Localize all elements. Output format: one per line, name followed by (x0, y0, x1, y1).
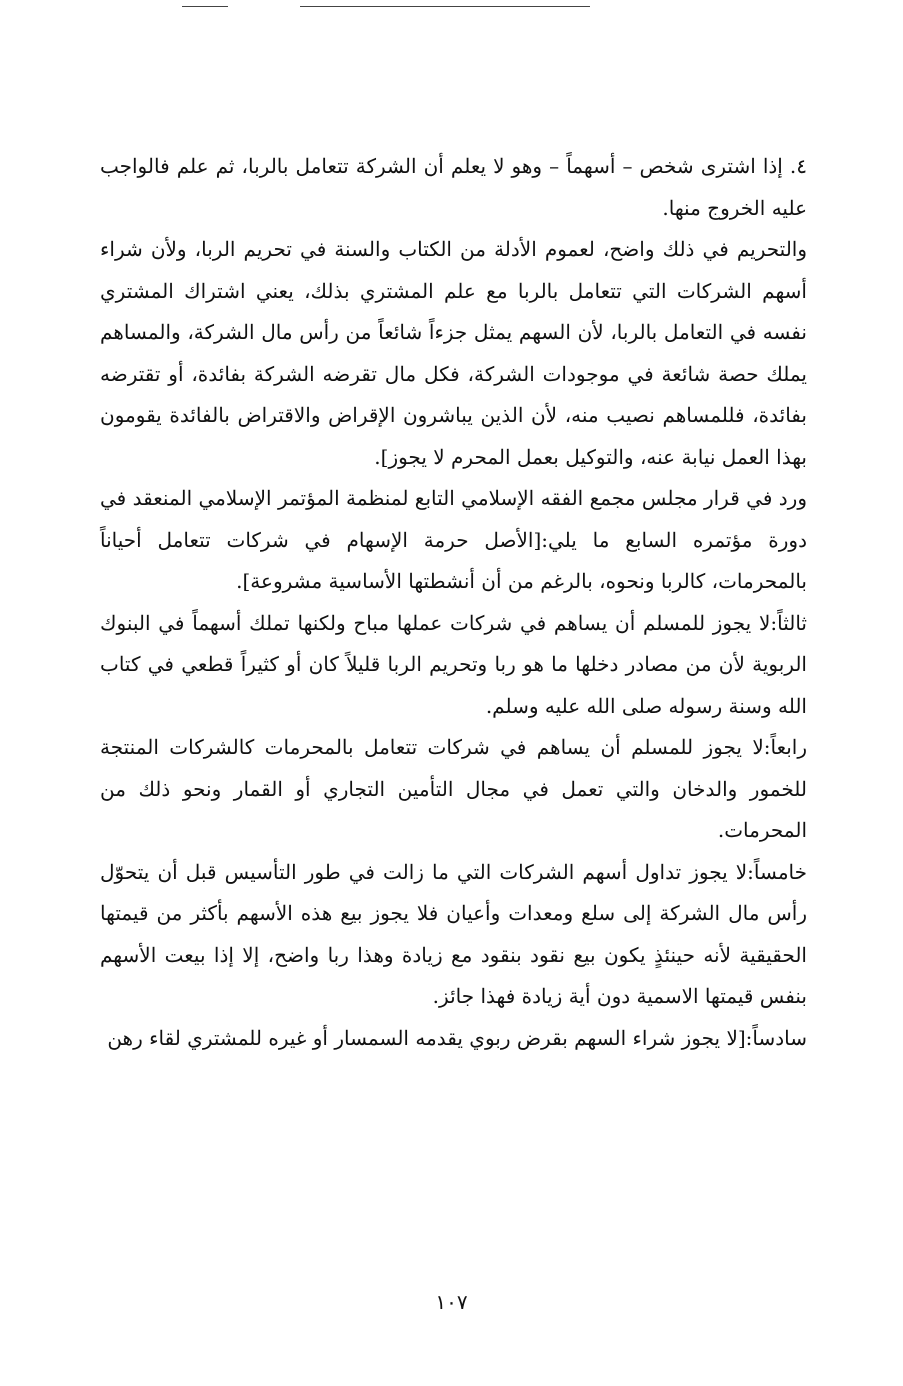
paragraph-third: ثالثاً:لا يجوز للمسلم أن يساهم في شركات عملها مباح ولكنها تملك أسهماً في البنوك الربوية لأن من مصادر دخلها ما هو ربا وتحريم الربا قليلاً كان أو كثيراً قطعي في كتاب الله وسنة رسوله صلى الله عليه وسلم. (100, 610, 807, 718)
paragraph-fifth: خامساً:لا يجوز تداول أسهم الشركات التي ما زالت في طور التأسيس قبل أن يتحوّل رأس مال الشركة إلى سلع ومعدات وأعيان فلا يجوز بيع هذه الأسهم بأكثر من قيمتها الحقيقية لأنه حينئذٍ يكون بيع نقود بنقود مع زيادة وهذا ربا واضح، إلا إذا بيعت الأسهم بنفس قيمتها الاسمية دون أية زيادة فهذا جائز. (100, 859, 807, 1008)
paragraph-sixth: سادساً:[لا يجوز شراء السهم بقرض ربوي يقدمه السمسار أو غيره للمشتري لقاء رهن (107, 1025, 807, 1050)
page-body (100, 146, 807, 1059)
header-rule-long (300, 6, 590, 7)
page-number: ١٠٧ (435, 1290, 468, 1314)
paragraph-prohibition-reason: والتحريم في ذلك واضح، لعموم الأدلة من الكتاب والسنة في تحريم الربا، ولأن شراء أسهم الشركات التي تتعامل بالربا مع علم المشتري بذلك، يعني اشتراك المشتري نفسه في التعامل بالربا، لأن السهم يمثل جزءاً شائعاً من رأس مال الشركة، والمساهم يملك حصة شائعة في موجودات الشركة، فكل مال تقرضه الشركة بفائدة، أو تقترضه بفائدة، فللمساهم نصيب منه، لأن الذين يباشرون الإقراض والاقتراض بالفائدة يقومون بهذا العمل نيابة عنه، والتوكيل بعمل المحرم لا يجوز]. (100, 237, 807, 469)
paragraph-item-4: ٤. إذا اشترى شخص – أسهماً – وهو لا يعلم أن الشركة تتعامل بالربا، ثم علم فالواجب عليه الخروج منها. (100, 154, 807, 220)
paragraph-fiqh-council-resolution: ورد في قرار مجلس مجمع الفقه الإسلامي التابع لمنظمة المؤتمر الإسلامي المنعقد في دورة مؤتمره السابع ما يلي:[الأصل حرمة الإسهام في شركات تتعامل أحياناً بالمحرمات، كالربا ونحوه، بالرغم من أن أنشطتها الأساسية مشروعة]. (100, 486, 807, 593)
paragraph-fourth: رابعاً:لا يجوز للمسلم أن يساهم في شركات تتعامل بالمحرمات كالشركات المنتجة للخمور والدخان والتي تعمل في مجال التأمين التجاري أو القمار ونحو ذلك من المحرمات. (100, 735, 808, 842)
header-rule-short (182, 6, 228, 7)
